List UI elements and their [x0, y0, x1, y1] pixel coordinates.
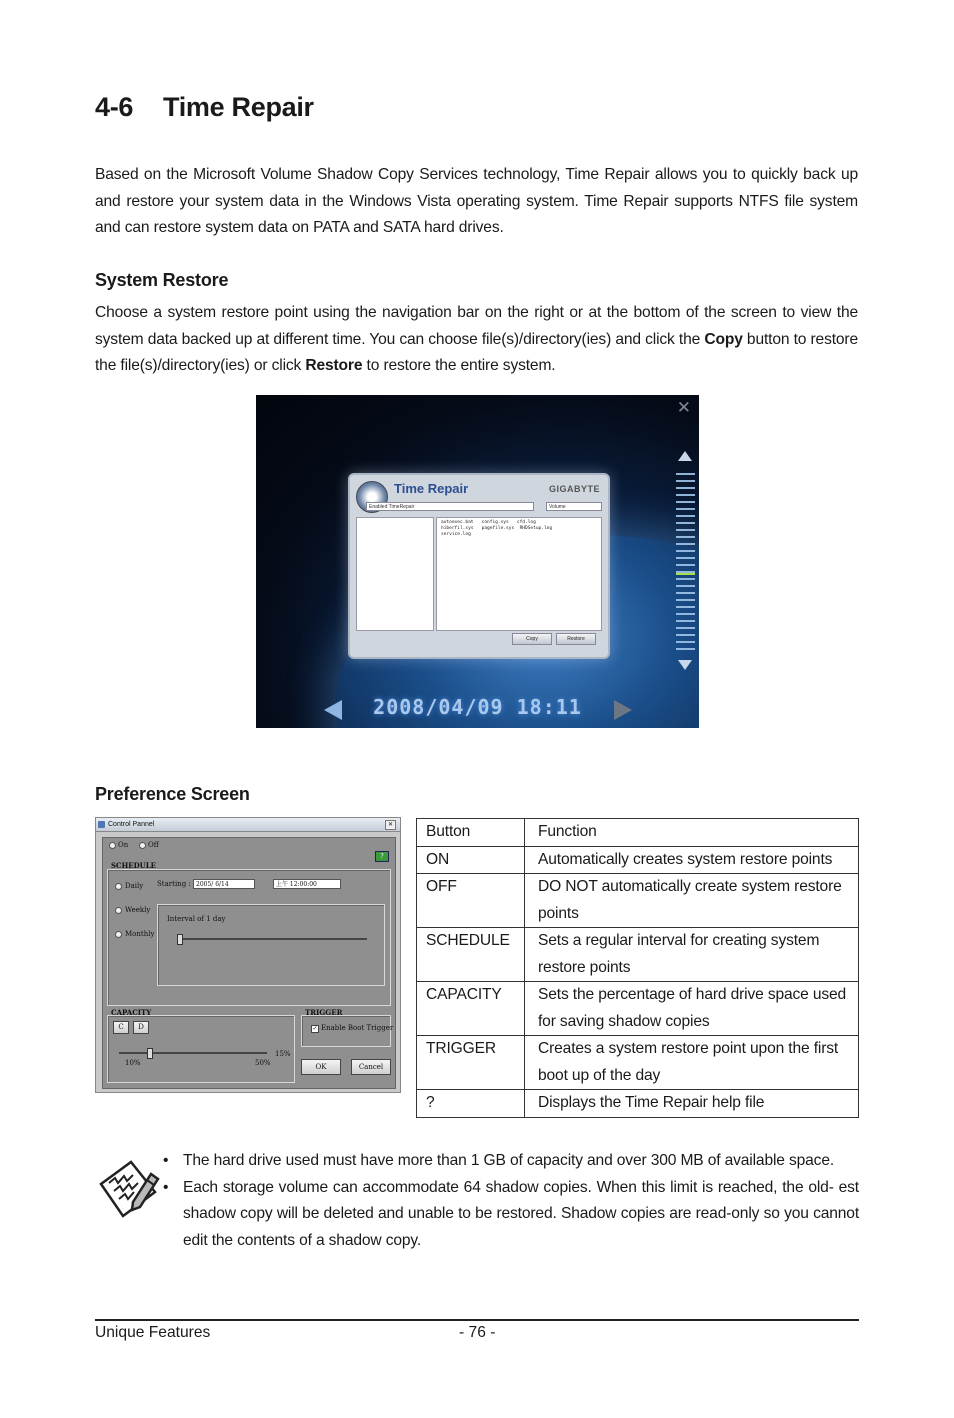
section-title: Time Repair [163, 92, 314, 122]
cancel-button[interactable]: Cancel [351, 1059, 391, 1075]
time-repair-window [348, 473, 610, 659]
notes-list [163, 1148, 859, 1254]
system-restore-paragraph [95, 300, 858, 380]
capacity-slider-handle[interactable] [147, 1048, 153, 1059]
start-time-field[interactable]: 上午 12:00:00 [273, 879, 341, 889]
table-header-row [417, 819, 859, 847]
copy-button[interactable]: Copy [512, 633, 552, 645]
table-row [417, 874, 859, 928]
row-button: CAPACITY [417, 982, 525, 1036]
on-label: On [118, 841, 129, 849]
daily-label: Daily [125, 882, 144, 890]
file-list[interactable]: autoexec.bat config.sys cfd.log hiberfil.sys pagefile.sys RHDSetup.log service.log [441, 520, 553, 537]
schedule-label: SCHEDULE [111, 861, 157, 870]
preference-heading: Preference Screen [95, 784, 250, 804]
bullet: • [163, 1152, 169, 1169]
section-heading [95, 92, 314, 123]
folder-tree-pane[interactable] [356, 517, 434, 631]
row-button: ? [417, 1090, 525, 1118]
copy-term: Copy [704, 330, 743, 348]
table-row [417, 1090, 859, 1118]
note-text: Each storage volume can accommodate 64 shadow copies. When this limit is reached, the old- est shadow copy will be deleted and unable to be restored. Shadow copies are read-only so you cannot edit the contents of a shadow copy. [183, 1178, 859, 1249]
panel-body [102, 837, 396, 1089]
row-button: TRIGGER [417, 1036, 525, 1090]
time-repair-screenshot [256, 395, 699, 728]
text-segment: to restore the entire system. [362, 357, 556, 374]
scroll-up-icon[interactable] [678, 451, 692, 461]
drive-c-button[interactable]: C [113, 1021, 129, 1034]
table-row [417, 928, 859, 982]
row-function: DO NOT automatically create system restore points [525, 874, 859, 928]
row-function: Sets a regular interval for creating system restore points [525, 928, 859, 982]
row-button: SCHEDULE [417, 928, 525, 982]
interval-slider-handle[interactable] [177, 934, 183, 945]
row-function: Creates a system restore point upon the first boot up of the day [525, 1036, 859, 1090]
list-item [163, 1148, 859, 1175]
note-pencil-icon [95, 1156, 161, 1222]
on-radio[interactable] [109, 842, 116, 849]
drive-select[interactable]: Volume [546, 502, 602, 511]
panel-titlebar [96, 818, 400, 832]
note-text: The hard drive used must have more than 1 GB of capacity and over 300 MB of available space. [183, 1152, 835, 1169]
intro-paragraph: Based on the Microsoft Volume Shadow Copy Services technology, Time Repair allows you to quickly back up and restore your system data in the Windows Vista operating system. Time Repair supports NTFS file system and can restore system data on PATA and SATA hard drives. [95, 166, 858, 236]
start-date-field[interactable]: 2005/ 6/14 [193, 879, 255, 889]
row-function: Displays the Time Repair help file [525, 1090, 859, 1118]
trigger-label: TRIGGER [305, 1008, 343, 1017]
ok-button[interactable]: OK [301, 1059, 341, 1075]
interval-label: Interval of 1 day [167, 915, 226, 923]
row-button: ON [417, 846, 525, 874]
preference-function-table [416, 818, 859, 1118]
weekly-label: Weekly [125, 906, 151, 914]
off-radio[interactable] [139, 842, 146, 849]
interval-slider[interactable] [177, 938, 367, 940]
file-list-pane[interactable] [436, 517, 602, 631]
daily-radio[interactable] [115, 883, 122, 890]
next-arrow-icon[interactable] [614, 700, 632, 720]
restore-term: Restore [305, 357, 363, 374]
table-row [417, 846, 859, 874]
starting-label: Starting : [157, 880, 191, 888]
drive-d-button[interactable]: D [133, 1021, 149, 1034]
close-icon[interactable]: ✕ [676, 398, 691, 417]
control-panel-screenshot [95, 817, 401, 1093]
brand-logo: GIGABYTE [548, 484, 600, 494]
table-row [417, 982, 859, 1036]
system-restore-heading: System Restore [95, 270, 229, 290]
row-function: Sets the percentage of hard drive space used for saving shadow copies [525, 982, 859, 1036]
footer-section-name: Unique Features [95, 1324, 211, 1341]
table-row [417, 1036, 859, 1090]
text-segment: Choose a system restore point using the navigation bar on the right or at the bottom of the screen to view the system data backed up at different time. You can choose file(s)/directory(ies) and click the [95, 304, 858, 348]
timeline-navigation-bar[interactable] [676, 473, 695, 653]
text-segment: button to restore the file(s)/directory(ies) or click [95, 330, 858, 374]
off-label: Off [148, 841, 159, 849]
capacity-slider[interactable] [119, 1052, 267, 1054]
help-button[interactable]: ? [375, 851, 389, 862]
enable-boot-trigger-label: Enable Boot Trigger [321, 1024, 394, 1032]
capacity-label: CAPACITY [111, 1008, 152, 1017]
capacity-value: 15% [275, 1050, 291, 1058]
monthly-label: Monthly [125, 930, 155, 938]
app-icon [98, 821, 105, 828]
row-function: Automatically creates system restore points [525, 846, 859, 874]
capacity-max: 50% [255, 1059, 271, 1067]
capacity-min: 10% [125, 1059, 141, 1067]
restore-button[interactable]: Restore [556, 633, 596, 645]
footer-rule [95, 1319, 859, 1321]
list-item [163, 1175, 859, 1255]
enable-boot-trigger-checkbox[interactable]: ✓ [312, 1025, 318, 1032]
close-icon[interactable]: ✕ [385, 820, 396, 830]
weekly-radio[interactable] [115, 907, 122, 914]
header-button: Button [417, 819, 525, 847]
bullet: • [163, 1178, 169, 1196]
path-field[interactable]: Enabled TimeRepair [366, 502, 534, 511]
scroll-down-icon[interactable] [678, 660, 692, 670]
section-number: 4-6 [95, 92, 134, 122]
monthly-radio[interactable] [115, 931, 122, 938]
timeline-current-marker [676, 573, 695, 575]
header-function: Function [525, 819, 859, 847]
window-title: Time Repair [394, 481, 469, 496]
panel-title: Control Pannel [108, 821, 155, 828]
row-button: OFF [417, 874, 525, 928]
restore-point-timestamp: 2008/04/09 18:11 [373, 695, 582, 719]
page-number: - 76 - [459, 1324, 496, 1341]
